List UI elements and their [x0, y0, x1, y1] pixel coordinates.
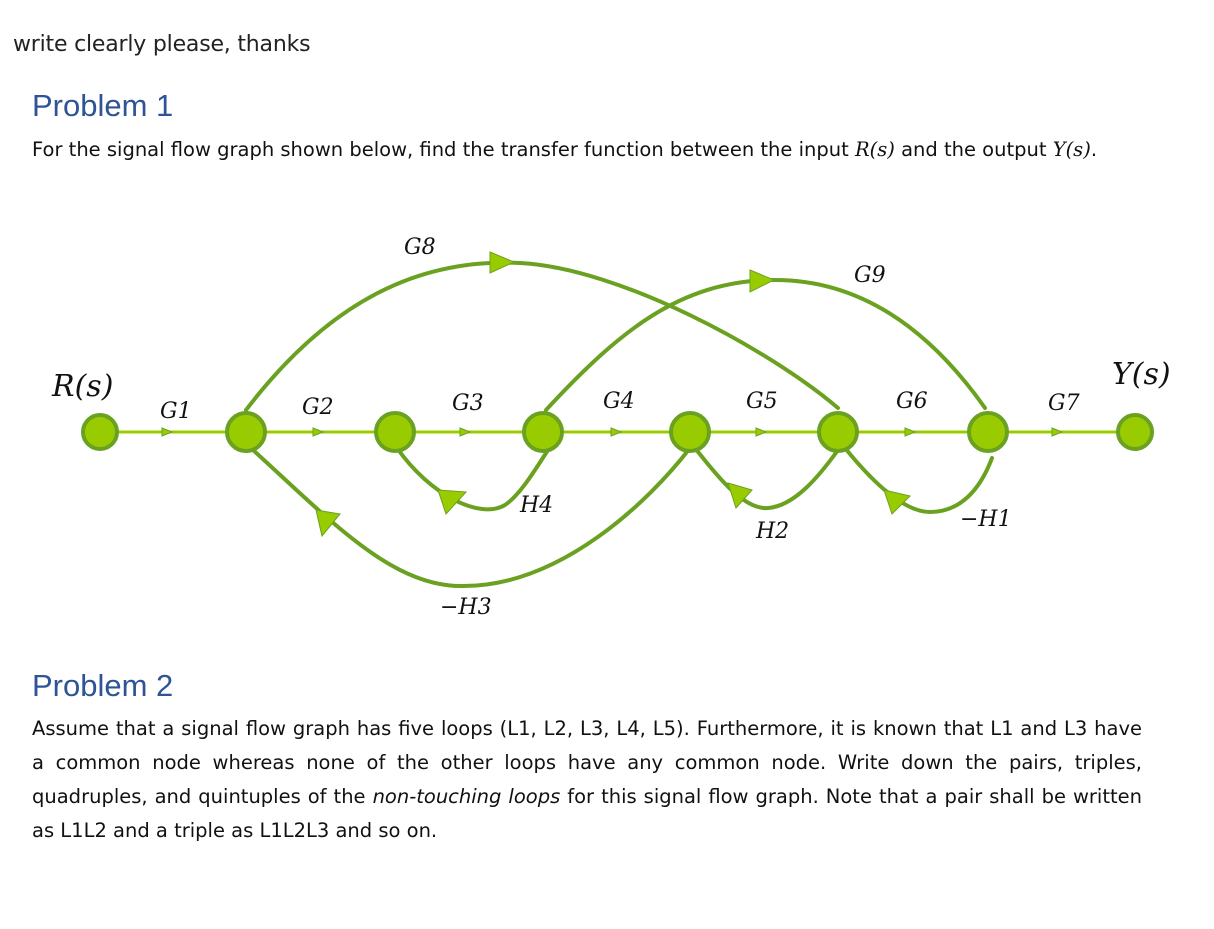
arrow-g5 — [756, 428, 766, 436]
node-2 — [227, 413, 265, 451]
gain-h3: −H3 — [440, 595, 492, 620]
problem-2-text-a: Assume that a signal flow graph has five loops (L1, L2, L3, L4, L5). Furthermore, it is known that L1 and L3 have a common node whereas none of the other loops have any common node. Write down the pairs, triples, quadruples, and quintuples of the — [32, 717, 1142, 808]
arrow-g2 — [313, 428, 323, 436]
edge-g8 — [246, 263, 838, 410]
gain-g9: G9 — [854, 263, 886, 288]
node-5 — [671, 413, 709, 451]
gain-h4: H4 — [520, 493, 554, 518]
node-3 — [376, 413, 414, 451]
problem-2-heading: Problem 2 — [32, 668, 174, 703]
gain-g3: G3 — [452, 391, 484, 416]
arrow-g6 — [905, 428, 915, 436]
arrow-h1 — [884, 490, 910, 514]
arrow-g3 — [460, 428, 470, 436]
input-label: R(s) — [52, 369, 114, 404]
problem-1-text-c: . — [1090, 138, 1098, 161]
problem-1-text-a: For the signal flow graph shown below, find the transfer function between the input — [32, 138, 855, 161]
arrow-g7 — [1052, 428, 1062, 436]
output-label: Y(s) — [1112, 357, 1171, 392]
arrow-g1 — [162, 428, 172, 436]
gain-g8: G8 — [404, 235, 436, 260]
arrow-g9 — [750, 270, 774, 292]
arrow-g4 — [611, 428, 621, 436]
problem-2-emphasis: non-touching loops — [372, 785, 561, 808]
node-4 — [524, 413, 562, 451]
arrow-g8 — [490, 252, 514, 273]
problem-1-text-b: and the output — [894, 138, 1053, 161]
gain-g2: G2 — [302, 395, 334, 420]
problem-2-text — [32, 712, 1142, 848]
gain-h1: −H1 — [960, 507, 1012, 532]
input-symbol: R(s) — [854, 138, 895, 161]
node-6 — [819, 413, 857, 451]
gain-h2: H2 — [756, 519, 790, 544]
node-7 — [969, 413, 1007, 451]
gain-g4: G4 — [603, 389, 635, 414]
request-note: write clearly please, thanks — [13, 32, 311, 57]
gain-g5: G5 — [746, 389, 778, 414]
node-1 — [83, 415, 117, 449]
edge-h2 — [695, 448, 838, 508]
problem-1-heading: Problem 1 — [32, 88, 174, 123]
problem-2-text-b: for this signal flow graph. Note that a pair shall be written as L1L2 and a triple as L1L2L3 and so on. — [32, 785, 1142, 842]
output-symbol: Y(s) — [1052, 138, 1091, 161]
gain-g1: G1 — [160, 399, 192, 424]
arrow-h3 — [316, 510, 340, 536]
gain-g7: G7 — [1048, 391, 1080, 416]
node-8 — [1118, 415, 1152, 449]
edge-h1 — [845, 448, 992, 512]
gain-g6: G6 — [896, 389, 928, 414]
